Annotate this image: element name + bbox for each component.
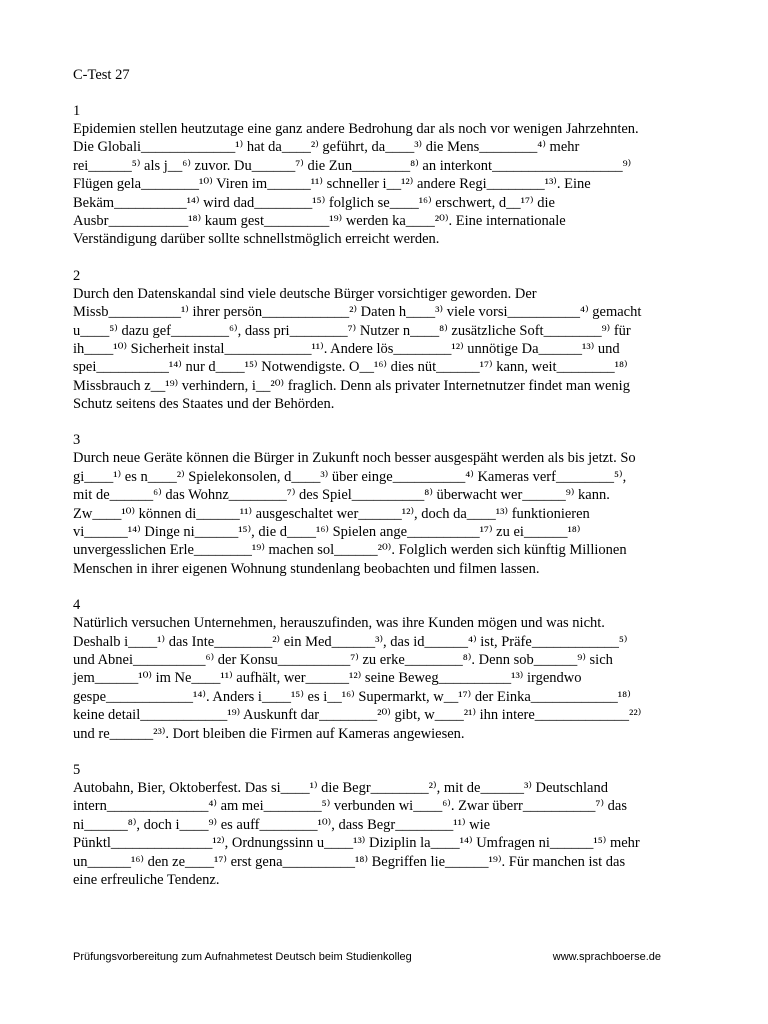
text-line: intern______________⁴⁾ am mei________⁵⁾ verbunden wi____⁶⁾. Zwar überr__________⁷⁾ das [73, 798, 627, 815]
text-line: Schutz seitens des Staates und der Behörden. [73, 396, 335, 413]
text-line: u____⁵⁾ dazu gef________⁶⁾, dass pri________⁷⁾ Nutzer n____⁸⁾ zusätzliche Soft________⁹⁾ für [73, 322, 631, 339]
text-line: Missbrauch z__¹⁹⁾ verhindern, i__²⁰⁾ fraglich. Denn als privater Internetnutzer findet man wenig [73, 377, 630, 394]
text-line: gespe____________¹⁴⁾. Anders i____¹⁵⁾ es i__¹⁶⁾ Supermarkt, w__¹⁷⁾ der Einka____________¹⁸⁾ [73, 688, 631, 705]
text-line: Epidemien stellen heutzutage eine ganz andere Bedrohung dar als noch vor wenigen Jahrzehnten. [73, 121, 639, 137]
text-line: ni______⁸⁾, doch i____⁹⁾ es auff________¹⁰⁾, dass Begr________¹¹⁾ wie [73, 816, 491, 833]
text-line: jem______¹⁰⁾ im Ne____¹¹⁾ aufhält, wer______¹²⁾ seine Beweg__________¹³⁾ irgendwo [73, 670, 582, 687]
text-line: unvergesslichen Erle________¹⁹⁾ machen sol______²⁰⁾. Folglich werden sich künftig Millionen [73, 542, 627, 559]
text-section-3 [73, 431, 693, 578]
text-section-1 [73, 102, 693, 249]
text-line: Menschen in ihrer eigenen Wohnung stundenlang beobachten und filmen lassen. [73, 560, 540, 577]
text-line: Pünktl______________¹²⁾, Ordnungssinn u____¹³⁾ Diziplin la____¹⁴⁾ Umfragen ni______¹⁵⁾ mehr [73, 835, 640, 852]
section-number: 5 [73, 761, 81, 778]
text-line: Durch den Datenskandal sind viele deutsche Bürger vorsichtiger geworden. Der [73, 285, 537, 302]
text-line: Bekäm__________¹⁴⁾ wird dad________¹⁵⁾ folglich se____¹⁶⁾ erschwert, d__¹⁷⁾ die [73, 194, 555, 211]
text-line: Flügen gela________¹⁰⁾ Viren im______¹¹⁾ schneller i__¹²⁾ andere Regi________¹³⁾. Eine [73, 176, 591, 193]
section-number: 4 [73, 597, 81, 614]
text-line: mit de______⁶⁾ das Wohnz________⁷⁾ des Spiel__________⁸⁾ überwacht wer______⁹⁾ kann. [73, 487, 610, 504]
section-number: 3 [73, 432, 81, 449]
footer-course-title: Prüfungsvorbereitung zum Aufnahmetest Deutsch beim Studienkolleg [73, 951, 412, 963]
text-line: ih____¹⁰⁾ Sicherheit instal____________¹¹⁾. Andere lös________¹²⁾ unnötige Da______¹³⁾ und [73, 340, 620, 357]
text-line: keine detail____________¹⁹⁾ Auskunft dar________²⁰⁾ gibt, w____²¹⁾ ihn intere_____________²²⁾ [73, 707, 642, 724]
text-line: und re______²³⁾. Dort bleiben die Firmen auf Kameras angewiesen. [73, 725, 465, 742]
text-line: Missb__________¹⁾ ihrer persön____________²⁾ Daten h____³⁾ viele vorsi__________⁴⁾ gemacht [73, 304, 642, 321]
section-number: 1 [73, 103, 81, 119]
text-line: eine erfreuliche Tendenz. [73, 871, 220, 888]
text-line: Verständigung darüber sollte schnellstmöglich erreicht werden. [73, 231, 440, 248]
text-line: Deshalb i____¹⁾ das Inte________²⁾ ein Med______³⁾, das id______⁴⁾ ist, Präfe____________⁵⁾ [73, 633, 628, 650]
text-line: Natürlich versuchen Unternehmen, herauszufinden, was ihre Kunden mögen und was nicht. [73, 615, 605, 632]
text-section-2 [73, 267, 693, 414]
text-line: rei______⁵⁾ als j__⁶⁾ zuvor. Du______⁷⁾ die Zun________⁸⁾ an interkont__________________⁹⁾ [73, 157, 632, 174]
section-number: 2 [73, 267, 81, 284]
text-line: Durch neue Geräte können die Bürger in Zukunft noch besser ausgespäht werden als bis jetzt. So [73, 450, 636, 467]
text-line: und Abnei__________⁶⁾ der Konsu__________⁷⁾ zu erke________⁸⁾. Denn sob______⁹⁾ sich [73, 651, 613, 668]
footer-website: www.sprachboerse.de [552, 951, 661, 963]
text-line: Zw____¹⁰⁾ können di______¹¹⁾ ausgeschaltet wer______¹²⁾, doch da____¹³⁾ funktionieren [73, 505, 590, 522]
text-section-5 [73, 761, 693, 889]
text-line: Autobahn, Bier, Oktoberfest. Das si____¹⁾ die Begr________²⁾, mit de______³⁾ Deutschland [73, 779, 608, 796]
text-line: gi____¹⁾ es n____²⁾ Spielekonsolen, d____³⁾ über einge__________⁴⁾ Kameras verf________⁵⁾, [73, 468, 627, 485]
text-line: Ausbr___________¹⁸⁾ kaum gest_________¹⁹⁾ werden ka____²⁰⁾. Eine internationale [73, 212, 566, 229]
text-line: un______¹⁶⁾ den ze____¹⁷⁾ erst gena__________¹⁸⁾ Begriffen lie______¹⁹⁾. Für manchen ist das [73, 853, 626, 870]
text-section-4 [73, 596, 693, 743]
text-line: vi______¹⁴⁾ Dinge ni______¹⁵⁾, die d____¹⁶⁾ Spielen ange__________¹⁷⁾ zu ei______¹⁸⁾ [73, 524, 581, 541]
document-page [73, 66, 693, 907]
page-title: C-Test 27 [73, 67, 130, 83]
text-line: Die Globali_____________¹⁾ hat da____²⁾ geführt, da____³⁾ die Mens________⁴⁾ mehr [73, 139, 580, 156]
text-line: spei__________¹⁴⁾ nur d____¹⁵⁾ Notwendigste. O__¹⁶⁾ dies nüt______¹⁷⁾ kann, weit________¹⁸⁾ [73, 359, 628, 376]
